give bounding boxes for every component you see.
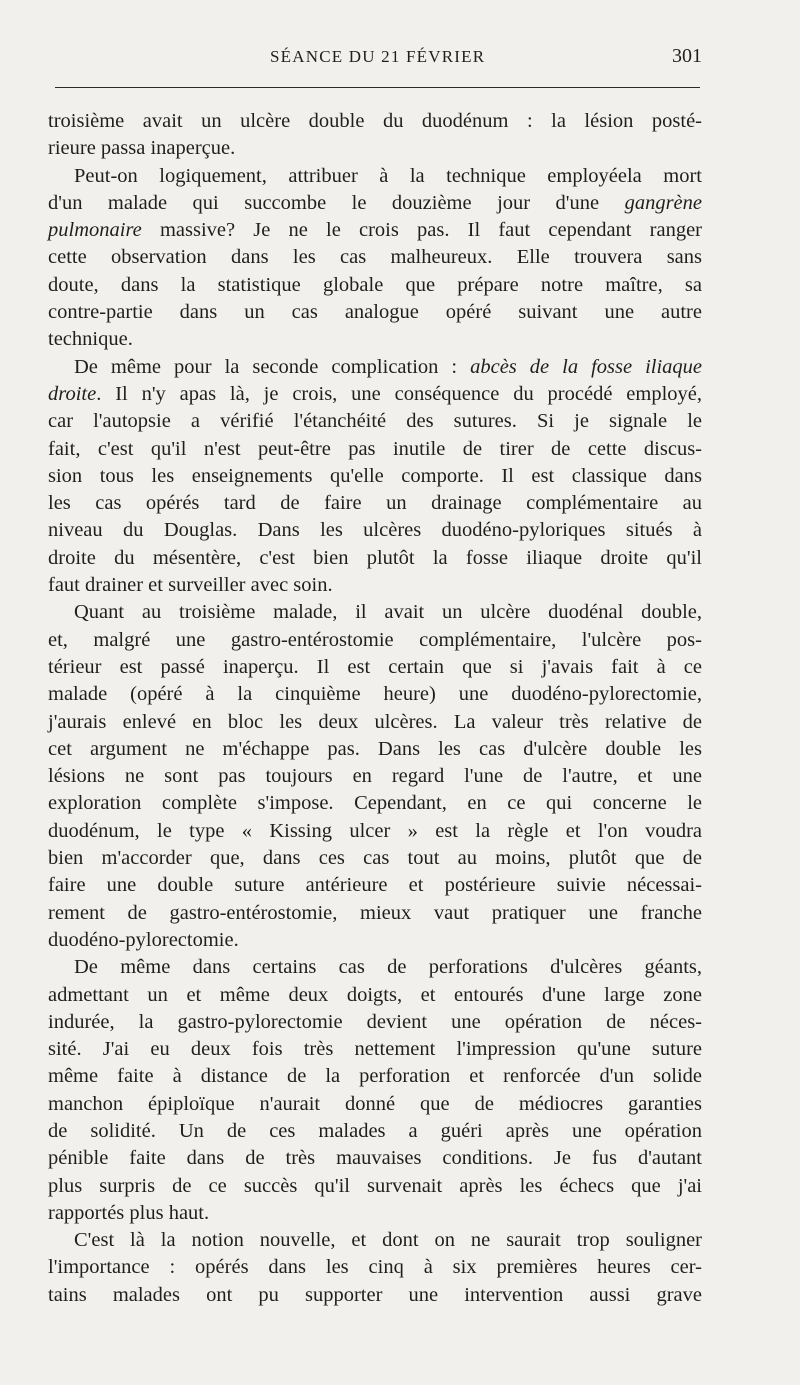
text-line: manchon épiploïque n'aurait donné que de médiocres garanties xyxy=(48,1092,702,1115)
text-line: lésions ne sont pas toujours en regard l'une de l'autre, et une xyxy=(48,765,702,788)
text-line: niveau du Douglas. Dans les ulcères duodéno-pyloriques situés à xyxy=(48,519,702,542)
text-line: technique. xyxy=(48,328,133,351)
text-line: rieure passa inaperçue. xyxy=(48,137,236,160)
text-line: de solidité. Un de ces malades a guéri après une opération xyxy=(48,1119,702,1142)
text-line: fait, c'est qu'il n'est peut-être pas inutile de tirer de cette discus- xyxy=(48,437,702,460)
text-line: même faite à distance de la perforation et renforcée d'un solide xyxy=(48,1065,702,1088)
italic-term: abcès de la fosse iliaque xyxy=(470,355,703,378)
text-line xyxy=(48,190,702,217)
text-line: pénible faite dans de très mauvaises conditions. Je fus d'autant xyxy=(48,1147,702,1170)
italic-term: gangrène xyxy=(624,191,703,214)
text-line: Quant au troisième malade, il avait un ulcère duodénal double, xyxy=(74,601,702,624)
text-line: tains malades ont pu supporter une intervention aussi grave xyxy=(48,1283,702,1306)
text-run: . Il n'y apas là, je crois, une conséquence du procédé employé, xyxy=(96,382,702,405)
text-line: doute, dans la statistique globale que prépare notre maître, sa xyxy=(48,273,702,296)
text-line: rement de gastro-entérostomie, mieux vaut pratiquer une franche xyxy=(48,901,702,924)
text-line: contre-partie dans un cas analogue opéré suivant une autre xyxy=(48,301,702,324)
paragraph xyxy=(48,163,702,354)
text-line: sion tous les enseignements qu'elle comporte. Il est classique dans xyxy=(48,464,702,487)
text-line: sité. J'ai eu deux fois très nettement l'impression qu'une suture xyxy=(48,1038,702,1061)
text-run: d'un malade qui succombe le douzième jour d'une xyxy=(48,191,600,214)
italic-term: pulmonaire xyxy=(48,219,142,242)
text-run: massive? Je ne le crois pas. Il faut cependant ranger xyxy=(159,219,703,242)
running-title: SÉANCE DU 21 FÉVRIER xyxy=(270,47,486,66)
text-line: admettant un et même deux doigts, et entourés d'une large zone xyxy=(48,983,702,1006)
text-line: exploration complète s'impose. Cependant, en ce qui concerne le xyxy=(48,792,702,815)
header-rule xyxy=(55,87,700,88)
text-line: troisième avait un ulcère double du duodénum : la lésion posté- xyxy=(48,110,702,132)
text-line xyxy=(48,217,702,244)
paragraph xyxy=(48,1227,702,1309)
text-line: Peut-on logiquement, attribuer à la technique employéela mort xyxy=(74,164,702,187)
text-line: les cas opérés tard de faire un drainage complémentaire au xyxy=(48,492,702,515)
text-line: faire une double suture antérieure et postérieure suivie nécessai- xyxy=(48,874,702,897)
text-line: duodéno-pylorectomie. xyxy=(48,928,239,951)
text-line: rapportés plus haut. xyxy=(48,1201,210,1224)
text-line: plus surpris de ce succès qu'il survenait après les échecs que j'ai xyxy=(48,1174,702,1197)
text-line: cet argument ne m'échappe pas. Dans les cas d'ulcère double les xyxy=(48,737,702,760)
text-line xyxy=(48,381,702,408)
paragraph xyxy=(48,108,702,163)
page-number: 301 xyxy=(672,45,702,67)
text-line: malade (opéré à la cinquième heure) une duodéno-pylorectomie, xyxy=(48,683,702,706)
text-line: car l'autopsie a vérifié l'étanchéité des sutures. Si je signale le xyxy=(48,410,702,433)
text-line: j'aurais enlevé en bloc les deux ulcères. La valeur très relative de xyxy=(48,710,702,733)
text-line: duodénum, le type « Kissing ulcer » est la règle et l'on voudra xyxy=(48,819,702,842)
text-line: indurée, la gastro-pylorectomie devient une opération de néces- xyxy=(48,1010,702,1033)
text-line: et, malgré une gastro-entérostomie complémentaire, l'ulcère pos- xyxy=(48,628,702,651)
text-line xyxy=(48,354,702,381)
text-line: droite du mésentère, c'est bien plutôt la fosse iliaque droite qu'il xyxy=(48,546,702,569)
paragraph xyxy=(48,354,702,600)
text-line: cette observation dans les cas malheureux. Elle trouvera sans xyxy=(48,246,702,269)
text-line: l'importance : opérés dans les cinq à six premières heures cer- xyxy=(48,1256,702,1279)
text-line: térieur est passé inaperçu. Il est certain que si j'avais fait à ce xyxy=(48,655,702,678)
paragraph xyxy=(48,954,702,1227)
page-header xyxy=(48,42,702,82)
text-line: bien m'accorder que, dans ces cas tout au moins, plutôt que de xyxy=(48,847,702,870)
text-run: De même pour la seconde complication : xyxy=(74,355,458,378)
text-line: faut drainer et surveiller avec soin. xyxy=(48,574,333,597)
italic-term: droite xyxy=(48,382,97,405)
text-line: De même dans certains cas de perforations d'ulcères géants, xyxy=(74,956,702,979)
text-line: C'est là la notion nouvelle, et dont on ne saurait trop souligner xyxy=(74,1229,702,1252)
text-body xyxy=(48,108,702,1309)
paragraph xyxy=(48,599,702,954)
